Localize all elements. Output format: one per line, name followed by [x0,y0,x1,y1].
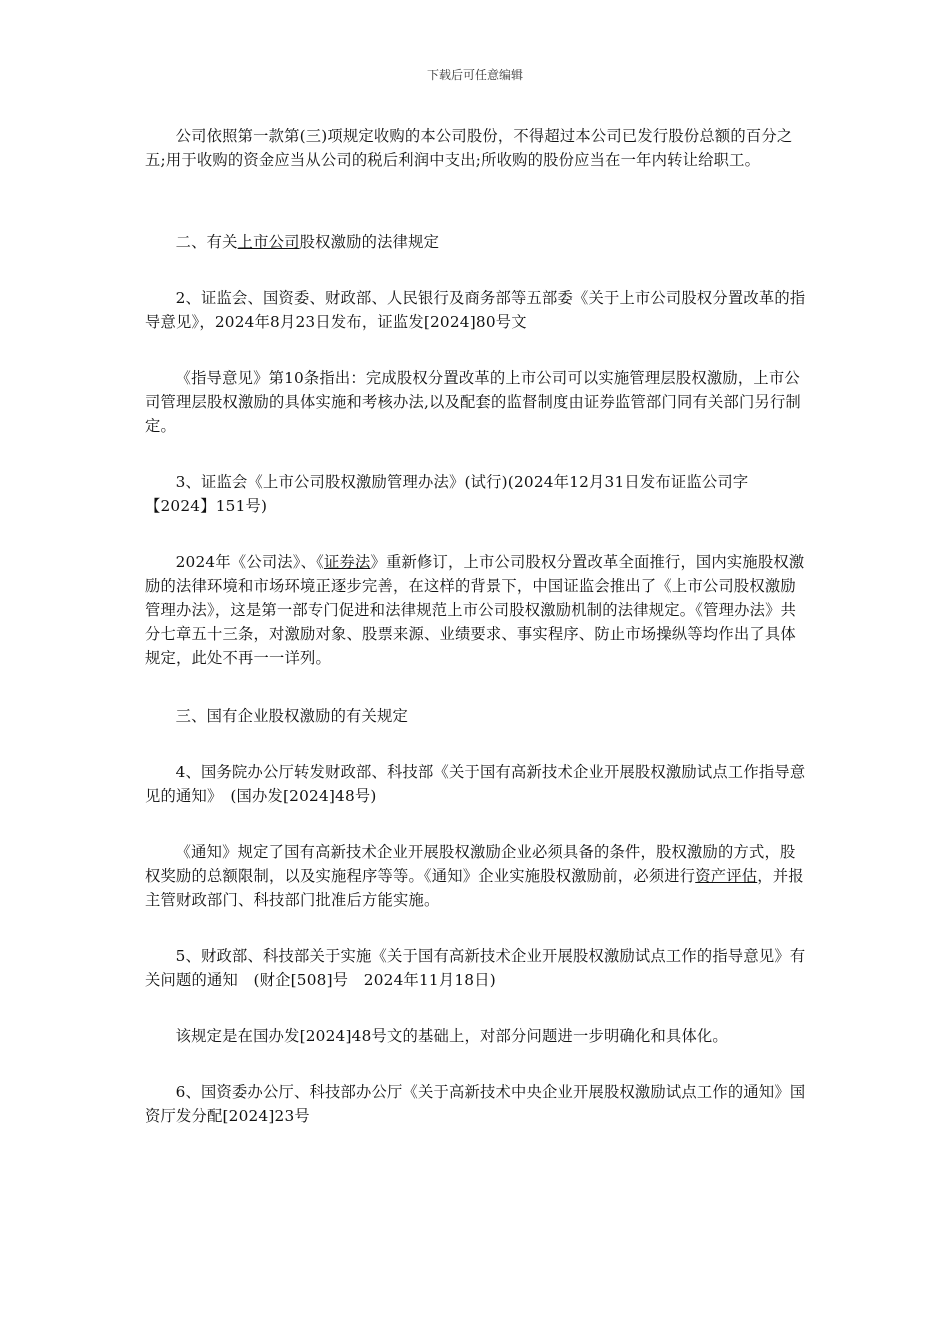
paragraph: 《通知》规定了国有高新技术企业开展股权激励企业必须具备的条件，股权激励的方式，股权奖励的总额限制，以及实施程序等等。《通知》企业实施股权激励前，必须进行资产评估，并报主管财政部门、科技部门批准后方能实施。 [145,843,804,909]
page-header: 下载后可任意编辑 [426,68,523,82]
paragraph: 公司依照第一款第(三)项规定收购的本公司股份，不得超过本公司已发行股份总额的百分之五;用于收购的资金应当从公司的税后利润中支出;所收购的股份应当在一年内转让给职工。 [145,127,793,169]
paragraph: 4、国务院办公厅转发财政部、科技部《关于国有高新技术企业开展股权激励试点工作指导意见的通知》 (国办发[2024]48号) [145,763,806,805]
paragraph: 该规定是在国办发[2024]48号文的基础上，对部分问题进一步明确化和具体化。 [175,1027,728,1045]
link-asset-valuation[interactable]: 资产评估 [695,867,758,885]
paragraph: 6、国资委办公厅、科技部办公厅《关于高新技术中央企业开展股权激励试点工作的通知》国资厅发分配[2024]23号 [145,1083,806,1125]
section-heading: 三、国有企业股权激励的有关规定 [175,707,409,725]
paragraph: 5、财政部、科技部关于实施《关于国有高新技术企业开展股权激励试点工作的指导意见》有关问题的通知 (财企[508]号 2024年11月18日) [145,947,806,989]
paragraph: 2、证监会、国资委、财政部、人民银行及商务部等五部委《关于上市公司股权分置改革的指导意见》，2024年8月23日发布，证监发[2024]80号文 [145,289,806,331]
paragraph: 2024年《公司法》、《证券法》重新修订，上市公司股权分置改革全面推行，国内实施股权激励的法律环境和市场环境正逐步完善，在这样的背景下，中国证监会推出了《上市公司股权激励管理办法》，这是第一部专门促进和法律规范上市公司股权激励机制的法律规定。《管理办法》共分七章五十三条，对激励对象、股票来源、业绩要求、事实程序、防止市场操纵等均作出了具体规定，此处不再一一详列。 [145,553,805,667]
link-listed-company[interactable]: 上市公司 [237,233,300,251]
paragraph: 3、证监会《上市公司股权激励管理办法》(试行)(2024年12月31日发布证监公司字【2024】151号) [145,473,749,515]
link-securities-law[interactable]: 证券法 [324,553,371,571]
paragraph: 《指导意见》第10条指出：完成股权分置改革的上市公司可以实施管理层股权激励，上市公司管理层股权激励的具体实施和考核办法,以及配套的监督制度由证券监管部门同有关部门另行制定。 [145,369,801,435]
section-heading: 二、有关上市公司股权激励的法律规定 [175,233,440,251]
